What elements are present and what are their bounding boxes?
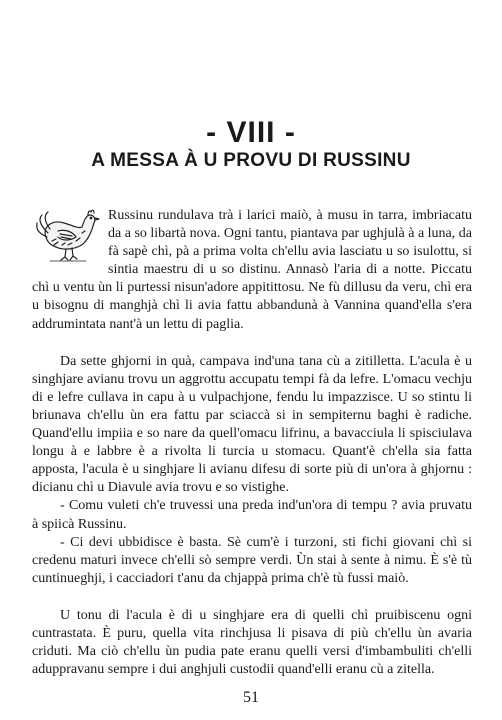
paragraph-2: Da sette ghjorni in quà, campava ind'una tana cù a zitilletta. L'acula è u singhjare avianu trovu un aggrottu accupatu tempi fà da lefre. L'omacu vechju di e lefre cullava in capu à u vulpachjone, fendu lu impazzisce. U so stintu li briunava ch'ellu ùn era fattu par sciaccà si in sempiternu baghi è radiche. Quand'ellu impiia e so nare da quell'omacu lifrinu, a bavacciula li spisciulava longu à e labbre è a rivolta li turcia u stomacu. Quant'è ch'ella sia fatta apposta, l'acula è u singhjare li avianu difesu di sorte più di un'ora à ghjornu : dicianu chì u Diavule avia trovu e so vistighe. xyxy=(32,353,472,496)
chapter-body xyxy=(32,207,472,679)
paragraph-5: U tonu di l'acula è di u singhjare era di quelli chì pruibiscenu ogni cuntrastata. È puru, quella vita rinchjusa li pisava di più ch'ellu ùn avaria criduti. Ma ciò ch'ellu ùn pudia pate eranu quelli versi d'imbambuliti ch'elli aduppravanu sempre i dui anghjuli custodii quand'elli eranu cù a zitella. xyxy=(32,607,472,678)
paragraph-3: - Comu vuleti ch'e truvessi una preda ind'un'ora di tempu ? avia pruvatu à spiicà Russinu. xyxy=(32,498,472,532)
paragraph-1: Russinu rundulava trà i larici maiò, à musu in tarra, imbriacatu da a so libartà nova. Ogni tantu, piantava par ughjulà à a luna, da fà sapè chì, pà a prima volta ch'ellu avia lasciatu u so isulottu, si sintia maestru di u so distinu. Annasò l'aria di a notte. Piccatu chì u ventu ùn li purtessi nisun'adore appitittosu. Ne fù dillusu da veru, chì era u bisognu di manghjà chì li avia fattu abbandunà à Vannina quand'ella s'era addrumintata nant'à un lettu di paglia. xyxy=(32,208,472,332)
paragraph-4: - Ci devi ubbidisce è basta. Sè cum'è i turzoni, sti fichi giovani chì si credenu maturi invece ch'elli sò sempre verdi. Ùn stai à sente à nimu. È s'è tù cuntinueghji, i cacciadori t'anu da chjappà prima ch'è tù fussi maiò. xyxy=(32,534,472,586)
page-number: 51 xyxy=(243,689,259,706)
chapter-number: - VIII - xyxy=(206,116,296,149)
chapter-title: A MESSA À U PROVU DI RUSSINU xyxy=(91,150,411,171)
hen-icon xyxy=(32,207,102,263)
